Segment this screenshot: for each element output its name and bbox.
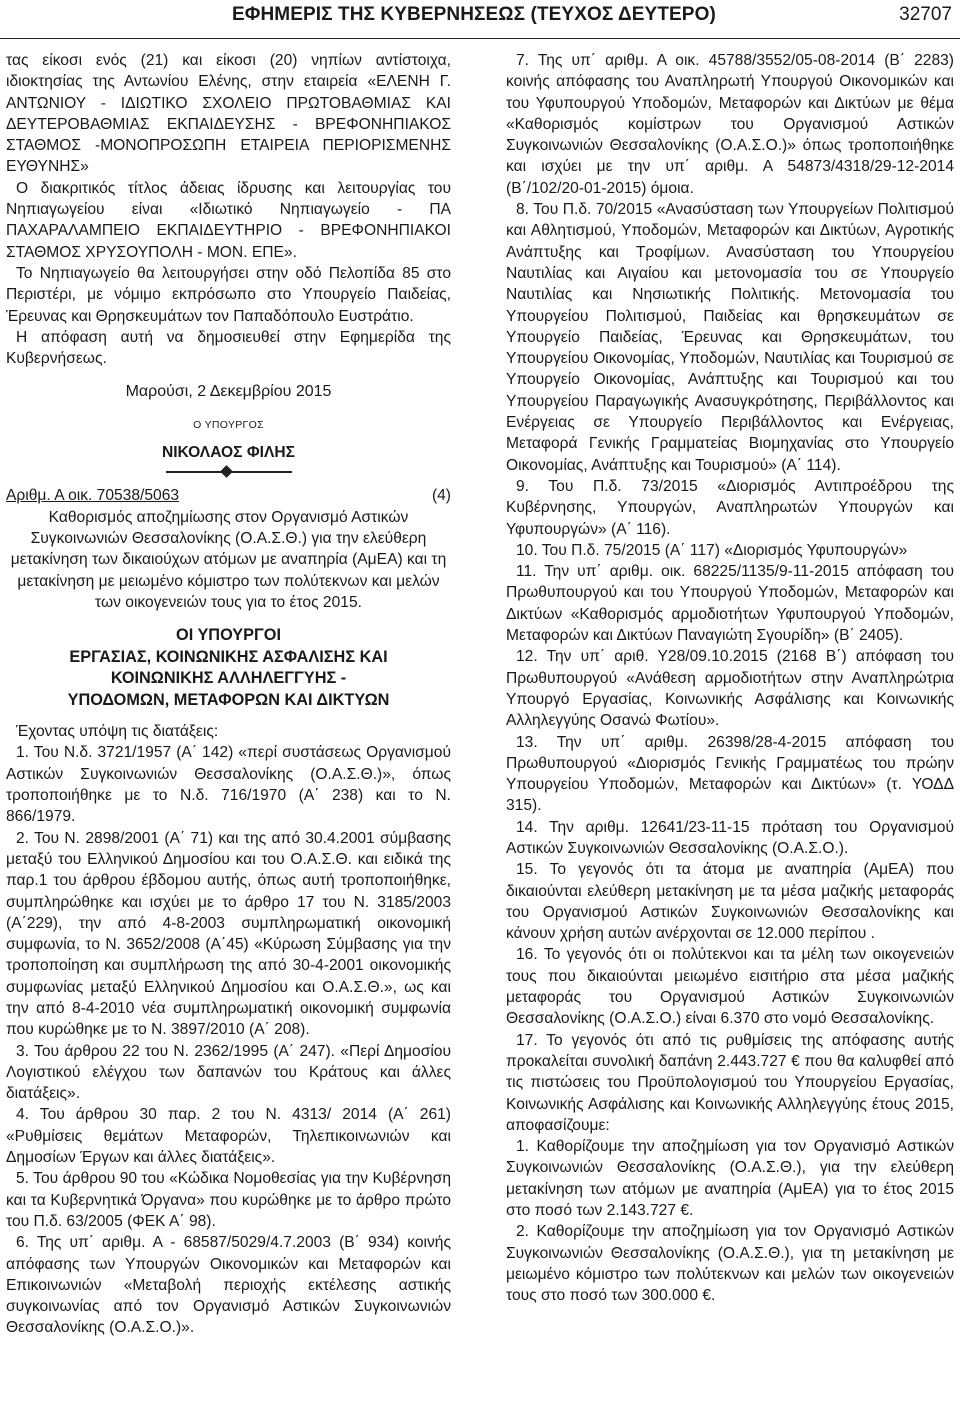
left-column (6, 50, 451, 1339)
left-paragraph-1: τας είκοσι ενός (21) και είκοσι (20) νηπίων αντίστοιχα, ιδιοκτησίας της Αντωνίου Ελένης, στην εταιρεία «ΕΛΕΝΗ Γ. ΑΝΤΩΝΙΟΥ - ΙΔΙΩΤΙΚΟ ΣΧΟΛΕΙΟ ΠΡΩΤΟΒΑΘΜΙΑΣ ΚΑΙ ΔΕΥΤΕΡΟΒΑΘΜΙΑΣ ΕΚΠΑΙΔΕΥΣΗΣ - ΒΡΕΦΟΝΗΠΙΑΚΟΣ ΣΤΑΘΜΟΣ -ΜΟΝΟΠΡΟΣΩΠΗ ΕΤΑΙΡΕΙΑ ΠΕΡΙΟΡΙΣΜΕΝΗΣ ΕΥΘΥΝΗΣ» (6, 52, 451, 176)
provision-item: 16. Το γεγονός ότι οι πολύτεκνοι και τα μέλη των οικογενειών τους που δικαιούνται μειωμένο εισιτήριο στα μέσα μαζικής μεταφοράς του Οργανισμού Αστικών Συγκοινωνιών Θεσσαλονίκης (Ο.Α.Σ.Ο.) είναι 6.370 στο νομό Θεσσαλονίκης. (506, 946, 954, 1028)
left-paragraph-3: Το Νηπιαγωγείο θα λειτουργήσει στην οδό Πελοπίδα 85 στο Περιστέρι, με νόμιμο εκπρόσωπο στο Υπουργείο Παιδείας, Έρευνας και Θρησκευμάτων τον Παπαδόπουλο Ευστράτιο. (6, 264, 451, 325)
diamond-ornament-icon (220, 465, 233, 478)
provision-item: 2. Του Ν. 2898/2001 (Α΄ 71) και της από 30.4.2001 σύμβασης μεταξύ του Ελληνικού Δημοσίου και του Ο.Α.Σ.Θ. και ειδικά της παρ.1 του άρθρου έβδομου αυτής, όπως αυτή τροποποιήθηκε, συμπληρώθηκε και ισχύει με το άρθρο 17 του Ν. 3185/2003 (Α΄229), την από 4-8-2003 συμπληρωματική οικονομική συμφωνία, το Ν. 3652/2008 (Α΄45) «Κύρωση Σύμβασης για την τροποποίηση και συμπλήρωση της από 30-4-2001 οικονομικής συμφωνίας μεταξύ Ελληνικού Δημοσίου και Ο.Α.Σ.Θ.», ως και την από 8-4-2010 νέα συμπληρωματική οικονομική συμφωνία που κυρώθηκε με το Ν. 3897/2010 (Α΄ 208). (6, 829, 451, 1039)
gazette-title: ΕΦΗΜΕΡΙΣ ΤΗΣ ΚΥΒΕΡΝΗΣΕΩΣ (ΤΕΥΧΟΣ ΔΕΥΤΕΡΟ) (232, 4, 716, 25)
provision-item: 5. Του άρθρου 90 του «Κώδικα Νομοθεσίας για την Κυβέρνηση και τα Κυβερνητικά Όργανα» που κυρώθηκε με το άρθρο πρώτο του Π.δ. 63/2005 (ΦΕΚ Α΄ 98). (6, 1170, 451, 1230)
provision-item: 10. Του Π.δ. 75/2015 (Α΄ 117) «Διορισμός Υφυπουργών» (516, 541, 908, 559)
provision-item: 13. Την υπ΄ αριθμ. 26398/28-4-2015 απόφαση του Πρωθυπουργού «Διορισμός Γενικής Γραμματέως του πρώην Υπουργείου Υποδομών, Μεταφορών και Δικτύων» (τ. ΥΟΔΔ 315). (506, 733, 954, 815)
provision-item: 8. Του Π.δ. 70/2015 «Ανασύσταση των Υπουργείων Πολιτισμού και Αθλητισμού, Υποδομών, Μεταφορών και Δικτύων, Αγροτικής Ανάπτυξης και Τροφίμων. Ανασύσταση του Υπουργείου Ναυτιλίας και Αιγαίου και μετονομασία του σε Υπουργείο Ναυτιλίας και Νησιωτικής Πολιτικής. Μετονομασία του Υπουργείου Πολιτισμού, Παιδείας και θρησκευμάτων σε Υπουργείο Παιδείας, Έρευνας και Θρησκευμάτων, του Υπουργείου Οικονομίας, Υποδομών, Ναυτιλίας και Τουρισμού σε Υπουργείο Οικονομίας, Ανάπτυξης και Τουρισμού και του Υπουργείου Παραγωγικής Ανασυγκρότησης, Περιβάλλοντος και Ενέργειας σε Υπουργείο Περιβάλλοντος και Ενέργειας, Μεταφορά Γενικής Γραμματείας Βιομηχανίας στο Υπουργείο Οικονομίας, Ανάπτυξης και Τουρισμού» (Α΄ 114). (506, 201, 954, 474)
decision-subject: Καθορισμός αποζημίωσης στον Οργανισμό Αστικών Συγκοινωνιών Θεσσαλονίκης (Ο.Α.Σ.Θ.) για την ελεύθερη μετακίνηση των δικαιούχων ατόμων με αναπηρία (ΑμΕΑ) και τη μετακίνηση με μειωμένο κόμιστρο των πολύτεκνων και μελών των οικογενειών τους για το έτος 2015. (10, 508, 447, 611)
page-header (0, 0, 960, 39)
provision-item: 3. Του άρθρου 22 του Ν. 2362/1995 (Α΄ 247). «Περί Δημοσίου Λογιστικού ελέγχου των δαπανών του Κράτους και άλλες διατάξεις». (6, 1042, 451, 1103)
provision-item: 14. Την αριθμ. 12641/23-11-15 πρόταση του Οργανισμού Αστικών Συγκοινωνιών Θεσσαλονίκης (Ο.Α.Σ.Ο.). (506, 818, 954, 857)
right-column (506, 50, 954, 1307)
section-divider (166, 465, 292, 479)
decision-article: 2. Καθορίζουμε την αποζημίωση για τον Οργανισμό Αστικών Συγκοινωνιών Θεσσαλονίκης (Ο.Α.Σ.Θ.), για τη μετακίνηση με μειωμένο κόμιστρο των πολύτεκνων και μελών των οικογενειών τους στο ποσό των 300.000 €. (506, 1223, 954, 1305)
ministers-line-1: ΟΙ ΥΠΟΥΡΓΟΙ (176, 626, 281, 645)
ministers-heading (6, 625, 451, 711)
decision-number: Αριθμ. Α οικ. 70538/5063 (6, 487, 180, 505)
provision-item: 1. Του Ν.δ. 3721/1957 (Α΄ 142) «περί συστάσεως Οργανισμού Αστικών Συγκοινωνιών Θεσσαλονίκης (Ο.Α.Σ.Θ.)», όπως τροποποιήθηκε με το Ν.δ. 716/1970 (Α΄ 238) και το Ν. 866/1979. (6, 744, 451, 826)
signature-name: ΝΙΚΟΛΑΟΣ ΦΙΛΗΣ (161, 444, 296, 462)
ministers-line-3: ΚΟΙΝΩΝΙΚΗΣ ΑΛΛΗΛΕΓΓΥΗΣ - (110, 669, 347, 688)
provision-item: 7. Της υπ΄ αριθμ. Α οικ. 45788/3552/05-08-2014 (Β΄ 2283) κοινής απόφασης του Αναπληρωτή Υπουργού Οικονομικών και του Υφυπουργού Υποδομών, Μεταφορών και Δικτύων με θέμα «Καθορισμός κομίστρων του Οργανισμού Αστικών Συγκοινωνιών Θεσσαλονίκης (Ο.Α.Σ.Ο.)» όπως τροποποιήθηκε και ισχύει με την υπ΄ αριθμ. Α 54873/4318/29-12-2014 (Β΄/102/20-01-2015) όμοια. (506, 52, 954, 197)
signature-role: Ο ΥΠΟΥΡΓΟΣ (193, 418, 264, 431)
decision-number-row (6, 485, 451, 506)
ministers-line-2: ΕΡΓΑΣΙΑΣ, ΚΟΙΝΩΝΙΚΗΣ ΑΣΦΑΛΙΣΗΣ ΚΑΙ (69, 647, 388, 666)
provision-item: 17. Το γεγονός ότι από τις ρυθμίσεις της απόφασης αυτής προκαλείται συνολική δαπάνη 2.443.727 € που θα καλυφθεί από τις πιστώσεις του Προϋπολογισμού του Υπουργείου Εργασίας, Κοινωνικής Ασφάλισης και Κοινωνικής Αλληλεγγύης έτους 2015, αποφασίζουμε: (506, 1031, 954, 1134)
left-paragraph-2: Ο διακριτικός τίτλος άδειας ίδρυσης και λειτουργίας του Νηπιαγωγείου είναι «Ιδιωτικό Νηπιαγωγείο - ΠΑ ΠΑΧΑΡΑΛΑΜΠΕΙΟ ΕΚΠΑΙΔΕΥΤΗΡΙΟ - ΒΡΕΦΟΝΗΠΙΑΚΟΙ ΣΤΑΘΜΟΣ ΧΡΥΣΟΥΠΟΛΗ - ΜΟΝ. ΕΠΕ». (6, 179, 451, 261)
page-number: 32707 (899, 4, 952, 25)
left-paragraph-4: Η απόφαση αυτή να δημοσιευθεί στην Εφημερίδα της Κυβερνήσεως. (6, 328, 451, 368)
provision-item: 4. Του άρθρου 30 παρ. 2 του Ν. 4313/ 2014 (Α΄ 261) «Ρυθμίσεις θεμάτων Μεταφορών, Τηλεπικοινωνιών και Δημοσίων Έργων και άλλες διατάξεις». (6, 1106, 451, 1167)
provision-item: 12. Την υπ΄ αριθ. Υ28/09.10.2015 (2168 Β΄) απόφαση του Πρωθυπουργού «Ανάθεση αρμοδιοτήτων στην Αναπληρώτρια Υπουργό Εργασίας, Κοινωνικής Ασφάλισης και Κοινωνικής Αλληλεγγύης Οσανώ Φωτίου». (506, 648, 954, 730)
provision-item: 15. Το γεγονός ότι τα άτομα με αναπηρία (ΑμΕΑ) που δικαιούνται ελεύθερη μετακίνηση με τα μέσα μαζικής μεταφοράς του Οργανισμού Αστικών Συγκοινωνιών Θεσσαλονίκης και κάνουν χρήση αυτών ανέρχονται σε 12.000 περίπου . (506, 861, 954, 943)
decision-article: 1. Καθορίζουμε την αποζημίωση για τον Οργανισμό Αστικών Συγκοινωνιών Θεσσαλονίκης (Ο.Α.Σ.Θ.), για την ελεύθερη μετακίνηση των ατόμων με αναπηρία (ΑμΕΑ) για το έτος 2015 στο ποσό των 2.143.727 €. (506, 1138, 954, 1220)
ministers-line-4: ΥΠΟΔΟΜΩΝ, ΜΕΤΑΦΟΡΩΝ ΚΑΙ ΔΙΚΤΥΩΝ (67, 690, 390, 709)
provision-item: 9. Του Π.δ. 73/2015 «Διορισμός Αντιπροέδρου της Κυβέρνησης, Υπουργών, Αναπληρωτών Υπουργών και Υφυπουργών» (Α΄ 116). (506, 477, 954, 538)
decision-index: (4) (431, 487, 451, 505)
signature-place-date: Μαρούσι, 2 Δεκεμβρίου 2015 (125, 383, 332, 401)
provision-item: 6. Της υπ΄ αριθμ. Α - 68587/5029/4.7.2003 (Β΄ 934) κοινής απόφασης των Υπουργών Οικονομικών και Μεταφορών και Επικοινωνιών «Μεταβολή περιοχής εκτέλεσης αστικής συγκοινωνίας από τον Οργανισμό Αστικών Συγκοινωνιών Θεσσαλονίκης (Ο.Α.Σ.Ο.)». (6, 1234, 451, 1337)
having-regard: Έχοντας υπόψη τις διατάξεις: (16, 723, 219, 741)
provision-item: 11. Την υπ΄ αριθμ. οικ. 68225/1135/9-11-2015 απόφαση του Πρωθυπουργού και του Υπουργού Υποδομών, Μεταφορών και Δικτύων «Καθορισμός αρμοδιοτήτων Υφυπουργού Υποδομών, Μεταφορών και Δικτύων Παναγιώτη Σγουρίδη» (Β΄ 2405). (506, 563, 954, 645)
